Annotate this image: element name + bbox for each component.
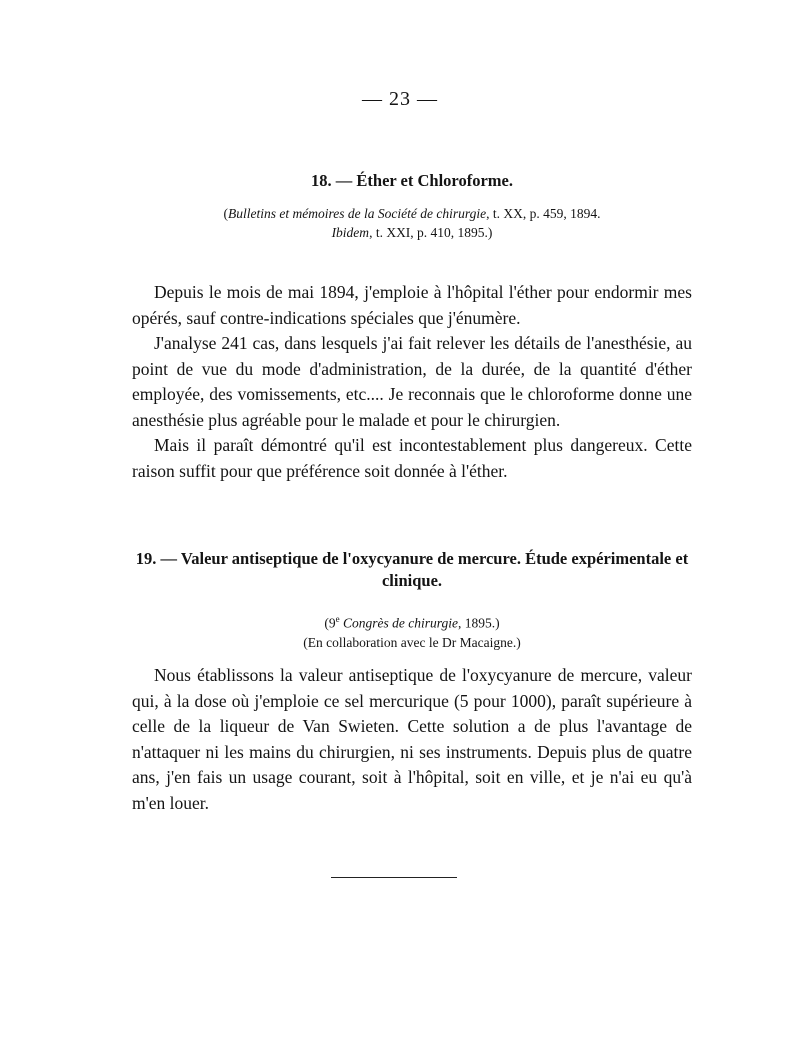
- section-19-reference: [132, 610, 692, 652]
- section-18-reference: [132, 204, 692, 242]
- paragraph: Nous établissons la valeur antiseptique de l'oxycyanure de mercure, valeur qui, à la dose où j'emploie ce sel mercurique (5 pour 1000), paraît supérieure à celle de la liqueur de Van Swieten. Cette solution a de plus l'avantage de n'attaquer ni les mains du chirurgien, ni ses instruments. Depuis plus de quatre ans, j'en fais un usage courant, soit à l'hôpital, soit en ville, et je n'ai eu qu'à m'en louer.: [132, 665, 692, 813]
- reference-line-1: (Bulletins et mémoires de la Société de chirurgie, t. XX, p. 459, 1894.: [223, 206, 601, 221]
- section-divider: [331, 877, 457, 878]
- reference-line-2: Ibidem, t. XXI, p. 410, 1895.): [331, 225, 493, 240]
- paragraph: Depuis le mois de mai 1894, j'emploie à l'hôpital l'éther pour endormir mes opérés, sauf contre-indications spéciales que j'énumère.: [132, 282, 692, 328]
- reference-line-1: (9e Congrès de chirurgie, 1895.): [324, 614, 500, 631]
- reference-line-2: (En collaboration avec le Dr Macaigne.): [303, 634, 521, 650]
- paragraph: Mais il paraît démontré qu'il est incontestablement plus dangereux. Cette raison suffit pour que préférence soit donnée à l'éther.: [132, 435, 692, 481]
- section-18: [132, 170, 692, 242]
- paragraph: J'analyse 241 cas, dans lesquels j'ai fait relever les détails de l'anesthésie, au point de vue du mode d'administration, de la durée, de la quantité d'éther employée, des vomissements, etc.... Je reconnais que le chloroforme donne une anesthésie plus agréable pour le malade et pour le chirurgien.: [132, 333, 692, 430]
- section-19: [132, 548, 692, 652]
- section-19-body: [132, 663, 692, 816]
- section-18-body: [132, 280, 692, 484]
- section-19-heading: 19. — Valeur antiseptique de l'oxycyanure de mercure. Étude expérimentale et clinique.: [135, 549, 689, 590]
- page-number: — 23 —: [362, 88, 438, 110]
- section-18-heading: 18. — Éther et Chloroforme.: [311, 171, 513, 190]
